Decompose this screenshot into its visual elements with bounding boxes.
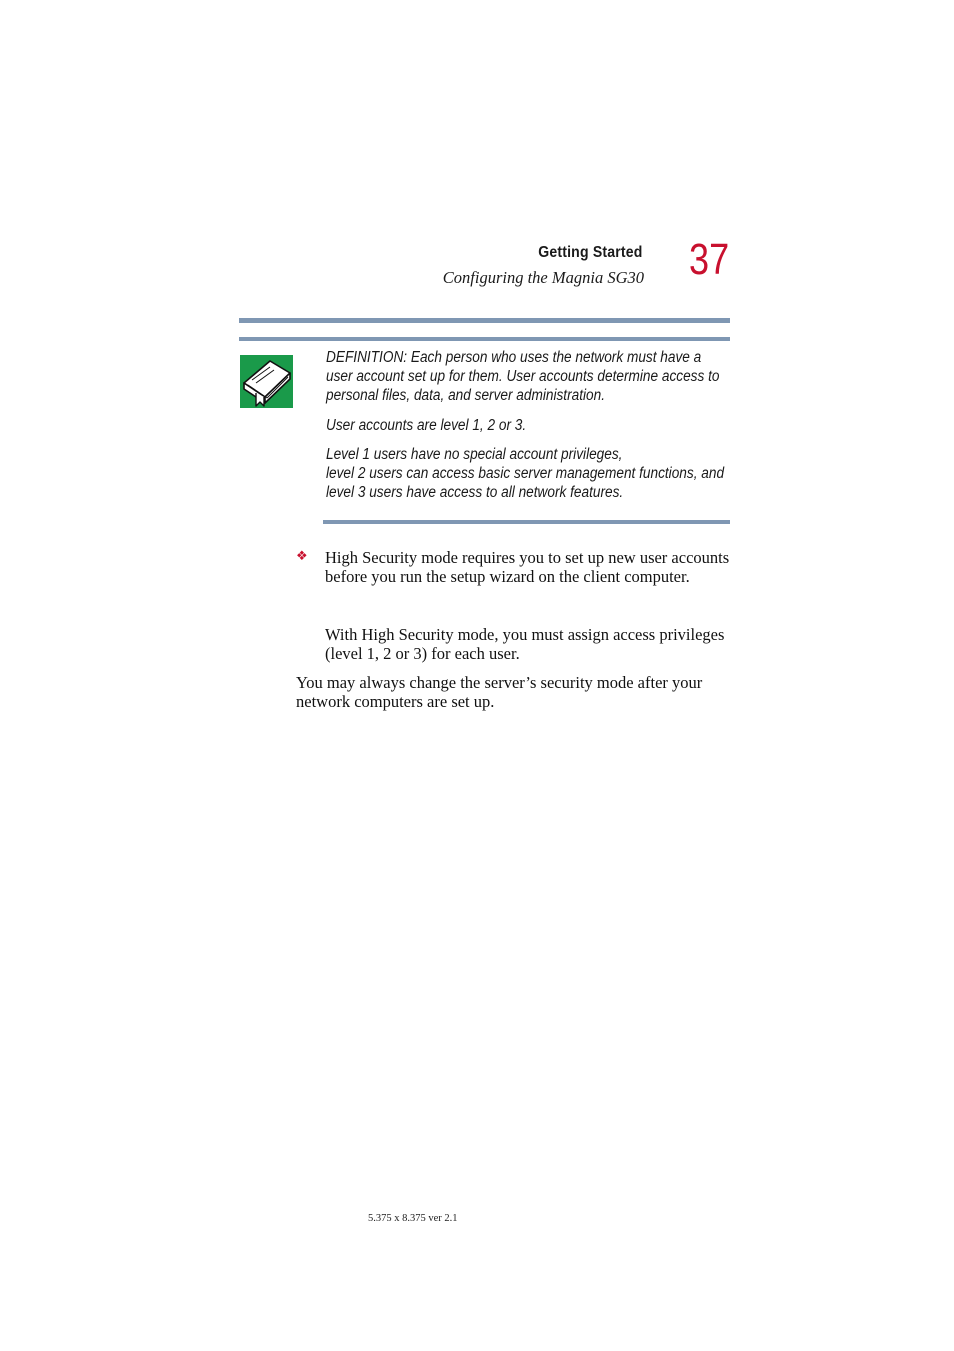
- closing-paragraph: You may always change the server’s security mode after your network computers are set up.: [296, 673, 703, 712]
- definition-note: [326, 348, 731, 502]
- bullet-text: High Security mode requires you to set up new user accounts before you run the setup wizard on the client computer.: [325, 548, 730, 587]
- running-header-title: Getting Started: [538, 244, 643, 261]
- note-rule-top: [239, 337, 730, 341]
- page-number: 37: [689, 235, 730, 284]
- running-header-subtitle: Configuring the Magnia SG30: [442, 268, 644, 287]
- definition-paragraph: DEFINITION: Each person who uses the network must have a user account set up for them. User accounts determine access to personal files, data, and server administration.: [326, 349, 720, 405]
- note-rule-bottom: [323, 520, 730, 524]
- level2-line: level 2 users can access basic server management functions, and: [326, 465, 725, 483]
- bullet-diamond-icon: ❖: [296, 549, 308, 564]
- level1-line: Level 1 users have no special account privileges,: [326, 445, 623, 463]
- header-rule-top: [239, 318, 730, 323]
- footer-version: 5.375 x 8.375 ver 2.1: [368, 1213, 458, 1224]
- level3-line: level 3 users have access to all network features.: [326, 484, 624, 502]
- definition-book-icon: [240, 355, 293, 408]
- account-levels-paragraph: User accounts are level 1, 2 or 3.: [326, 416, 527, 434]
- bullet-sub-paragraph: With High Security mode, you must assign access privileges (level 1, 2 or 3) for each user.: [325, 625, 725, 664]
